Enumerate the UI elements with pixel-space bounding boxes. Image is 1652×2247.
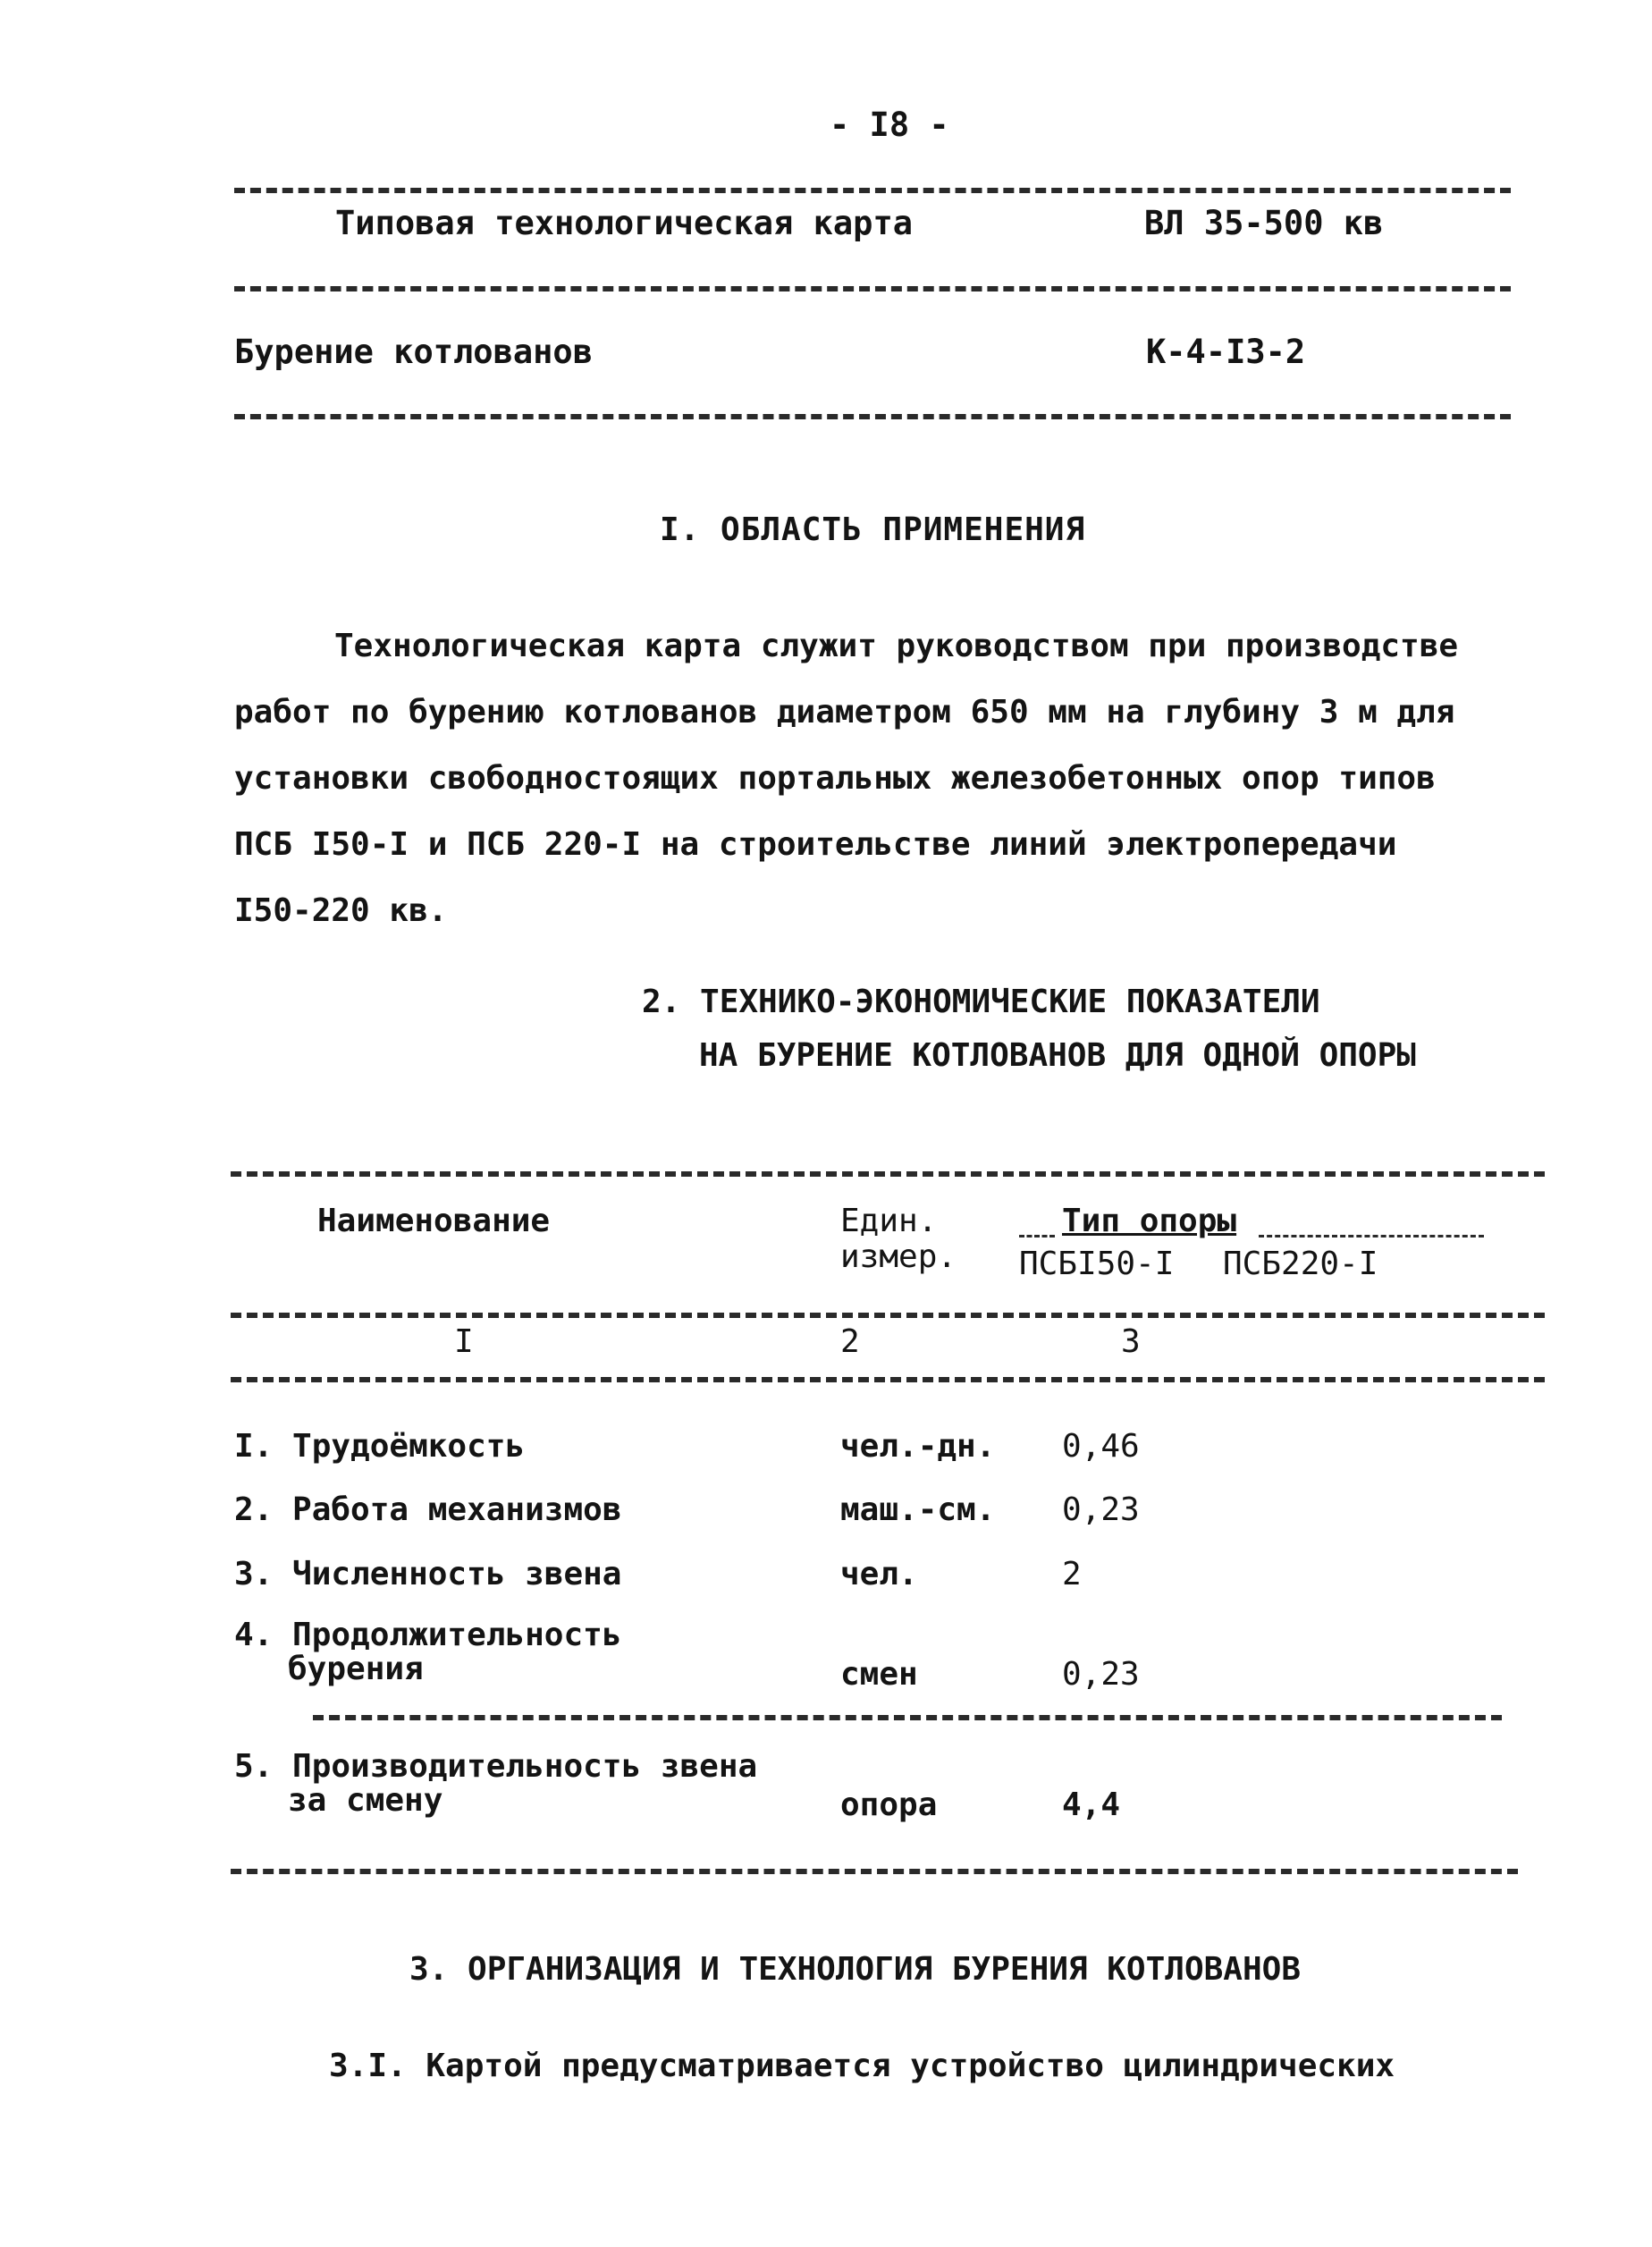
page-number: - I8 -	[830, 106, 949, 144]
col-header-type-rule-right	[1259, 1235, 1484, 1238]
col-header-name: Наименование	[317, 1203, 551, 1239]
paragraph-line: Технологическая карта служит руководством при производстве	[334, 628, 1459, 664]
table-rule-header	[231, 1313, 1545, 1318]
col-header-unit-1: Един.	[840, 1203, 938, 1239]
card-code: К-4-I3-2	[1146, 333, 1306, 371]
table-row-name: 4. Продолжительность	[234, 1617, 622, 1653]
col-header-type: Тип опоры	[1062, 1203, 1237, 1239]
col-header-unit-2: измер.	[840, 1238, 957, 1275]
table-row-value: 0,23	[1062, 1491, 1140, 1528]
table-row-unit: чел.	[840, 1556, 918, 1592]
table-rule-top	[231, 1171, 1545, 1177]
table-rule-inner	[313, 1715, 1502, 1720]
table-row-value: 0,23	[1062, 1656, 1140, 1693]
table-row-value: 0,46	[1062, 1428, 1140, 1465]
section-1-title: I. ОБЛАСТЬ ПРИМЕНЕНИЯ	[660, 511, 1086, 548]
col-header-type-rule-left	[1019, 1235, 1055, 1238]
table-row-unit: маш.-см.	[840, 1491, 996, 1528]
table-row-unit: опора	[840, 1787, 938, 1823]
col-number-2: 2	[840, 1323, 860, 1360]
table-row-name-continued: бурения	[288, 1651, 424, 1687]
table-row-name: 3. Численность звена	[234, 1556, 622, 1592]
table-row-name: I. Трудоёмкость	[234, 1428, 526, 1465]
line-code: ВЛ 35-500 кв	[1144, 204, 1384, 242]
section-2-title-line-2: НА БУРЕНИЕ КОТЛОВАНОВ ДЛЯ ОДНОЙ ОПОРЫ	[699, 1037, 1416, 1074]
table-rule-bottom	[231, 1869, 1518, 1874]
table-row-value: 2	[1062, 1556, 1082, 1592]
section-3-title: 3. ОРГАНИЗАЦИЯ И ТЕХНОЛОГИЯ БУРЕНИЯ КОТЛОВАНОВ	[409, 1951, 1301, 1988]
col-header-type-a: ПСБI50-I	[1019, 1246, 1175, 1282]
section-1-paragraph	[234, 613, 1504, 944]
section-2-title-line-1: 2. ТЕХНИКО-ЭКОНОМИЧЕСКИЕ ПОКАЗАТЕЛИ	[642, 984, 1320, 1020]
table-row-name: 5. Производительность звена	[234, 1748, 758, 1785]
col-number-3: 3	[1121, 1323, 1141, 1360]
subject: Бурение котлованов	[234, 333, 593, 371]
table-row-unit: чел.-дн.	[840, 1428, 996, 1465]
paragraph-line: ПСБ I50-I и ПСБ 220-I на строительстве линий электропередачи	[234, 826, 1397, 863]
paragraph-line: I50-220 кв.	[234, 892, 448, 929]
col-header-type-b: ПСБ220-I	[1223, 1246, 1378, 1282]
header-rule-bottom	[234, 414, 1511, 419]
table-row-name: 2. Работа механизмов	[234, 1491, 622, 1528]
header-rule-mid	[234, 286, 1511, 291]
table-row-name-continued: за смену	[288, 1782, 443, 1819]
paragraph-line: работ по бурению котлованов диаметром 650 мм на глубину 3 м для	[234, 694, 1455, 731]
paragraph-line: установки свободностоящих портальных железобетонных опор типов	[234, 760, 1436, 797]
col-number-1: I	[454, 1323, 474, 1360]
table-row-value: 4,4	[1062, 1787, 1121, 1823]
section-3-first-line: 3.I. Картой предусматривается устройство цилиндрических	[329, 2048, 1395, 2084]
header-rule-top	[234, 188, 1511, 193]
table-row-unit: смен	[840, 1656, 918, 1693]
card-title: Типовая технологическая карта	[335, 204, 914, 242]
table-rule-numbers	[231, 1377, 1545, 1382]
